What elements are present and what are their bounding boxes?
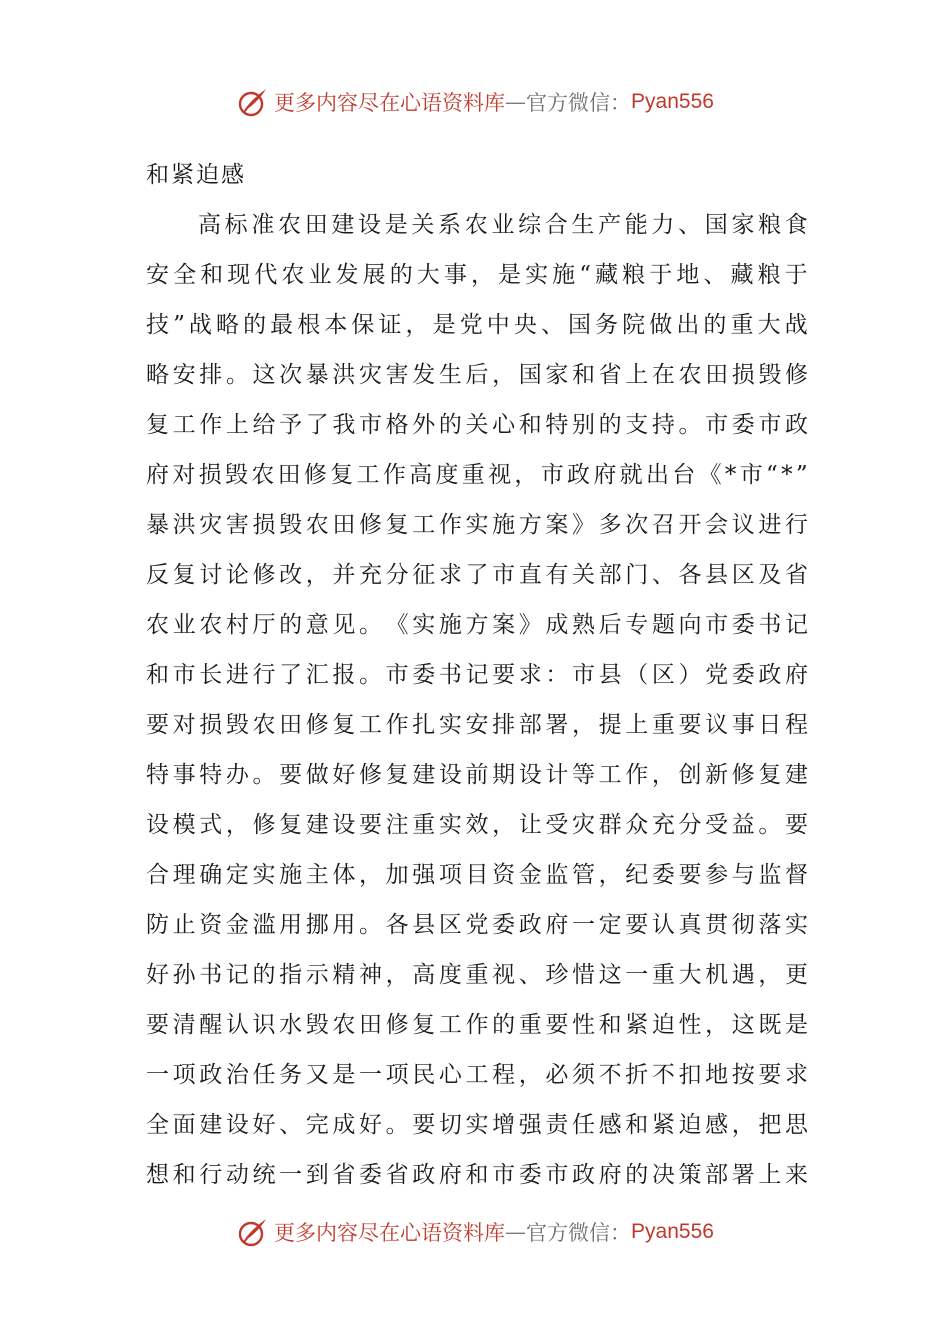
text-line: 设 模 式 ， 修 复 建 设 要 注 重 实 效 ， 让 受 灾 群 众 充 分 受 益 。 要 <box>146 812 808 838</box>
text-line: 要 对 损 毁 农 田 修 复 工 作 扎 实 安 排 部 署 ， 提 上 重 要 议 事 日 程 <box>146 712 808 738</box>
text-line: 农 业 农 村 厅 的 意 见 。 《 实 施 方 案 》 成 熟 后 专 题 向 市 委 书 记 <box>146 612 808 638</box>
text-line: 好 孙 书 记 的 指 示 精 神 ， 高 度 重 视 、 珍 惜 这 一 重 大 机 遇 ， 更 <box>146 962 808 988</box>
text-line: 全 面 建 设 好 、 完 成 好 。 要 切 实 增 强 责 任 感 和 紧 迫 感 ， 把 思 <box>146 1112 808 1138</box>
text-line: 和 市 长 进 行 了 汇 报 。 市 委 书 记 要 求 ： 市 县 （ 区 ） 党 委 政 府 <box>146 662 808 688</box>
text-line: 反 复 讨 论 修 改 ， 并 充 分 征 求 了 市 直 有 关 部 门 、 各 县 区 及 省 <box>146 562 808 588</box>
text-line: 高 标 准 农 田 建 设 是 关 系 农 业 综 合 生 产 能 力 、 国 家 粮 食 <box>198 212 808 238</box>
text-line: 技 ” 战 略 的 最 根 本 保 证 ， 是 党 中 央 、 国 务 院 做 出 的 重 大 战 <box>146 312 808 338</box>
text-line: 复 工 作 上 给 予 了 我 市 格 外 的 关 心 和 特 别 的 支 持 。 市 委 市 政 <box>146 412 808 438</box>
page-header-watermark <box>0 82 950 122</box>
text-line: 一 项 政 治 任 务 又 是 一 项 民 心 工 程 ， 必 须 不 折 不 扣 地 按 要 求 <box>146 1062 808 1088</box>
document-body <box>146 150 808 1200</box>
text-line: 暴 洪 灾 害 损 毁 农 田 修 复 工 作 实 施 方 案 》 多 次 召 开 会 议 进 行 <box>146 512 808 538</box>
watermark-wechat-id: Pyan556 <box>631 1220 714 1243</box>
watermark-separator: — <box>505 90 527 114</box>
text-line: 防 止 资 金 滥 用 挪 用 。 各 县 区 党 委 政 府 一 定 要 认 真 贯 彻 落 实 <box>146 912 808 938</box>
text-line: 安 全 和 现 代 农 业 发 展 的 大 事 ， 是 实 施 “ 藏 粮 于 地 、 藏 粮 于 <box>146 262 808 288</box>
quill-pen-logo-icon <box>236 85 270 119</box>
quill-pen-logo-icon <box>236 1215 270 1249</box>
page-footer-watermark <box>0 1212 950 1252</box>
watermark-separator: — <box>505 1220 527 1244</box>
text-line: 和紧迫感 <box>146 162 246 188</box>
watermark-label: 官方微信： <box>526 91 632 115</box>
text-line: 合 理 确 定 实 施 主 体 ， 加 强 项 目 资 金 监 管 ， 纪 委 要 参 与 监 督 <box>146 862 808 888</box>
text-line: 府 对 损 毁 农 田 修 复 工 作 高 度 重 视 ， 市 政 府 就 出 台 《 * 市 “ * ” <box>146 462 808 488</box>
text-line: 要 清 醒 认 识 水 毁 农 田 修 复 工 作 的 重 要 性 和 紧 迫 性 ， 这 既 是 <box>146 1012 808 1038</box>
text-line: 特 事 特 办 。 要 做 好 修 复 建 设 前 期 设 计 等 工 作 ， 创 新 修 复 建 <box>146 762 808 788</box>
text-line: 想 和 行 动 统 一 到 省 委 省 政 府 和 市 委 市 政 府 的 决 策 部 署 上 来 <box>146 1162 808 1188</box>
watermark-wechat-id: Pyan556 <box>631 90 714 113</box>
watermark-brand: 更多内容尽在心语资料库 <box>274 1221 506 1245</box>
watermark-brand: 更多内容尽在心语资料库 <box>274 91 506 115</box>
text-line: 略 安 排 。 这 次 暴 洪 灾 害 发 生 后 ， 国 家 和 省 上 在 农 田 损 毁 修 <box>146 362 808 388</box>
watermark-label: 官方微信： <box>526 1221 632 1245</box>
